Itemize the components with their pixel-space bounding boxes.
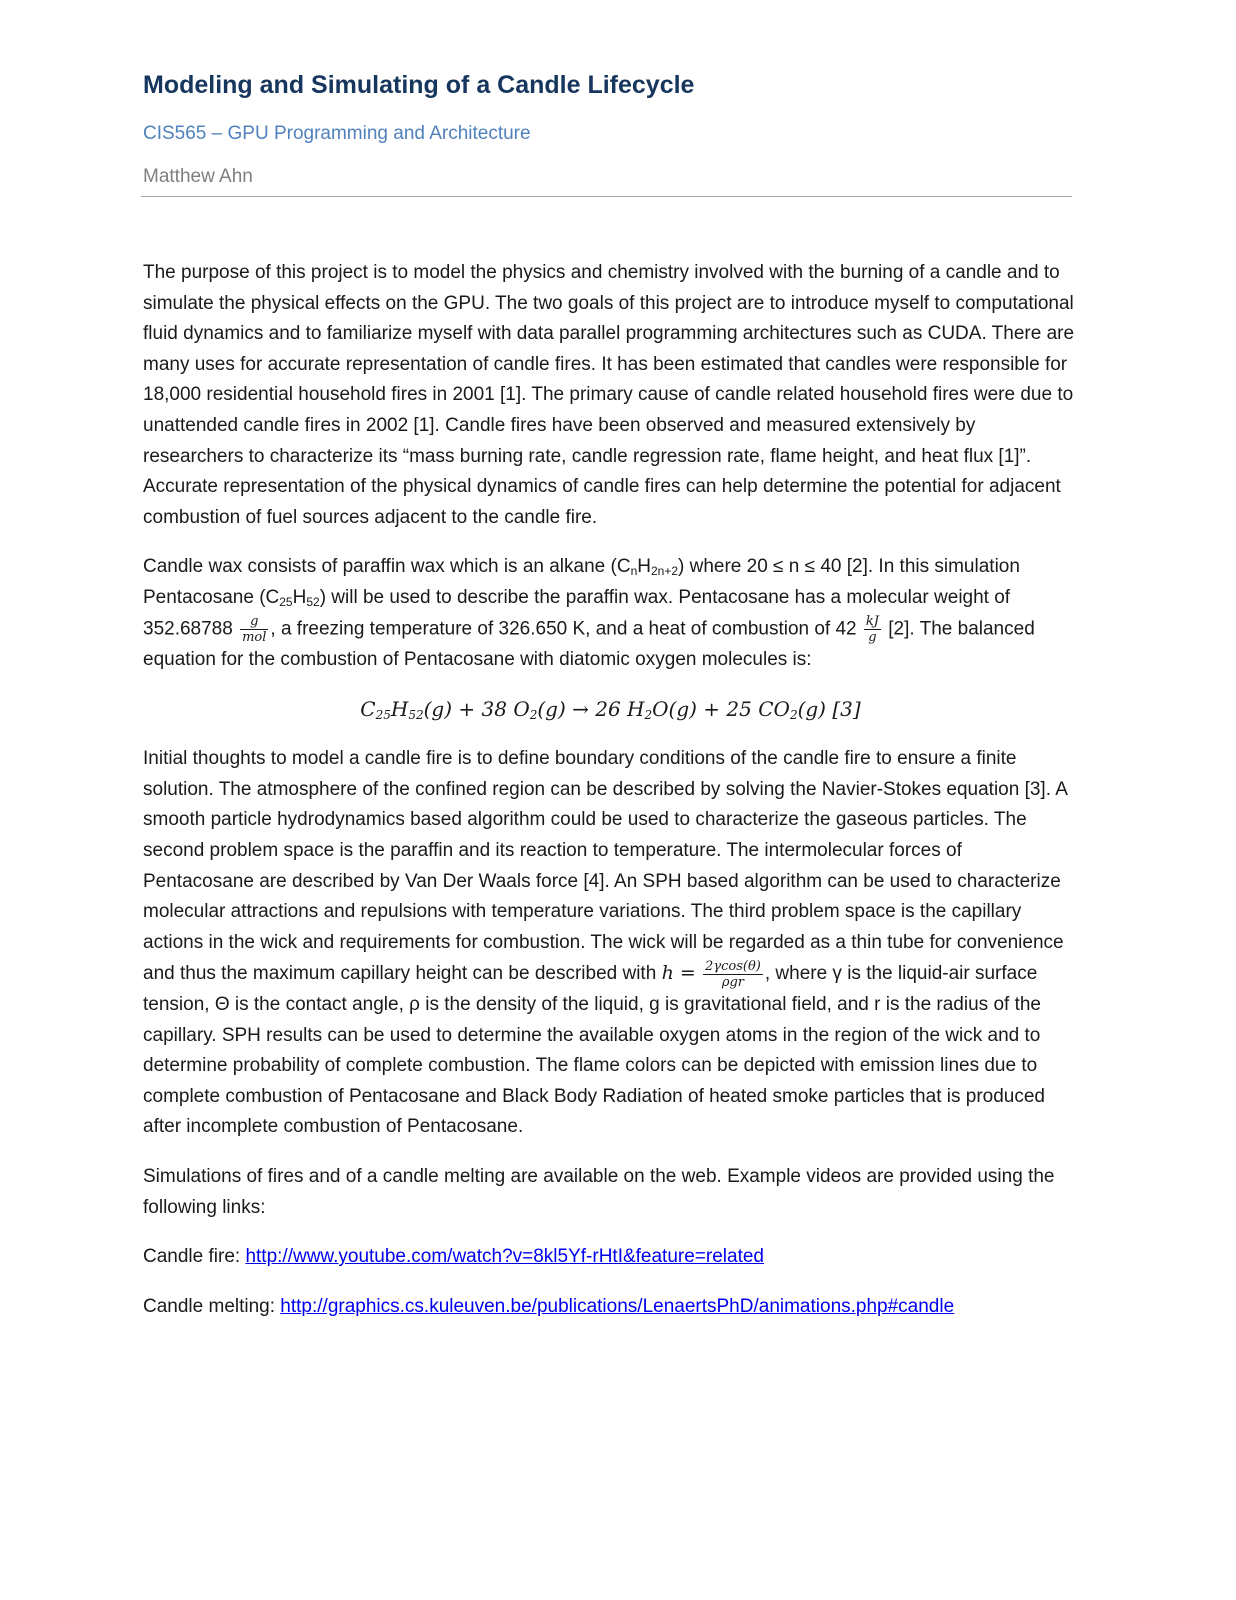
combustion-equation: $C_{25}H_{52}(g) + 38$ $O_2(g) \to 26$ $H_2O(g) + 25$ $CO_2(g)$ [3]: [360, 697, 861, 723]
paragraph-model: Initial thoughts to model a candle fire is to define boundary conditions of the candle fire to ensure a finite solution. The atmosphere of the confined region can be described by solving the Navier-Stokes equation [3]. A smooth particle hydrodynamics based algorithm could be used to characterize the gaseous particles. The second problem space is the paraffin and its reaction to temperature. The intermolecular forces of Pentacosane are described by Van Der Waals force [4]. An SPH based algorithm can be used to characterize molecular attractions and repulsions with temperature variations. The third problem space is the capillary actions in the wick and requirements for combustion. The wick will be regarded as a thin tube for convenience and thus the maximum capillary height can be described with h = $\frac{2\gamma\cos(\theta)}{\text{ρgr}}$ , where γ is the liquid-air surface tension, Θ is the contact angle, ρ is the density of the liquid, g is gravitational field, and r is the radius of the capillary. SPH results can be used to determine the available oxygen atoms in the region of the wick and to determine probability of complete combustion. The flame colors can be depicted with emission lines due to complete combustion of Pentacosane and Black Body Radiation of heated smoke particles that is produced after incomplete combustion of Pentacosane.: [143, 748, 1067, 1138]
paragraph-paraffin: Candle wax consists of paraffin wax which is an alkane $(C_nH_{2n+2})$ where 20 ≤ n ≤ 40 [2]. In this simulation Pentacosane $(C_{25}H_{52})$ will be used to describe the paraffin wax. Pentacosane has a molecular weight of 352.68788 $\frac{g}{\text{mol}}$ , a freezing temperature of 326.650 K, and a heat of combustion of 42 $\frac{kJ}{g}$ [2]. The balanced equation for the combustion of Pentacosane with diatomic oxygen molecules is:: [143, 556, 1035, 670]
document-title: Modeling and Simulating of a Candle Lifecycle: [143, 71, 695, 99]
candle-fire-link[interactable]: http://www.youtube.com/watch?v=8kl5Yf-rHtI&feature=related: [245, 1246, 764, 1268]
paragraph-links-intro: Simulations of fires and of a candle melting are available on the web. Example videos are provided using the following links:: [143, 1165, 1055, 1218]
capillary-height-symbol: h =: [661, 962, 696, 985]
heat-combustion-unit-fraction: $\frac{kJ}{g}$: [865, 613, 879, 645]
candle-melting-link[interactable]: http://graphics.cs.kuleuven.be/publications/LenaertsPhD/animations.php#candle: [280, 1295, 955, 1317]
candle-fire-label: Candle fire:: [143, 1246, 246, 1268]
document-body: [143, 258, 1078, 1341]
paragraph-purpose: The purpose of this project is to model the physics and chemistry involved with the burning of a candle and to simulate the physical effects on the GPU. The two goals of this project are to introduce myself to computational fluid dynamics and to familiarize myself with data parallel programming architectures such as CUDA. There are many uses for accurate representation of candle fires. It has been estimated that candles were responsible for 18,000 residential household fires in 2001 [1]. The primary cause of candle related household fires were due to unattended candle fires in 2002 [1]. Candle fires have been observed and measured extensively by researchers to characterize its “mass burning rate, candle regression rate, flame height, and heat flux [1]”. Accurate representation of the physical dynamics of candle fires can help determine the potential for adjacent combustion of fuel sources adjacent to the candle fire.: [143, 262, 1075, 528]
header-divider: [141, 196, 1072, 197]
candle-fire-line: [143, 1242, 1078, 1273]
candle-melting-label: Candle melting:: [143, 1295, 281, 1317]
document-author: Matthew Ahn: [143, 166, 253, 187]
capillary-height-fraction: $\frac{2\gamma\cos(\theta)}{\text{ρgr}}$: [705, 958, 761, 990]
document-subtitle: CIS565 – GPU Programming and Architecture: [143, 123, 531, 144]
molar-weight-unit-fraction: $\frac{g}{\text{mol}}$: [242, 613, 267, 645]
candle-melting-line: [143, 1292, 1078, 1323]
